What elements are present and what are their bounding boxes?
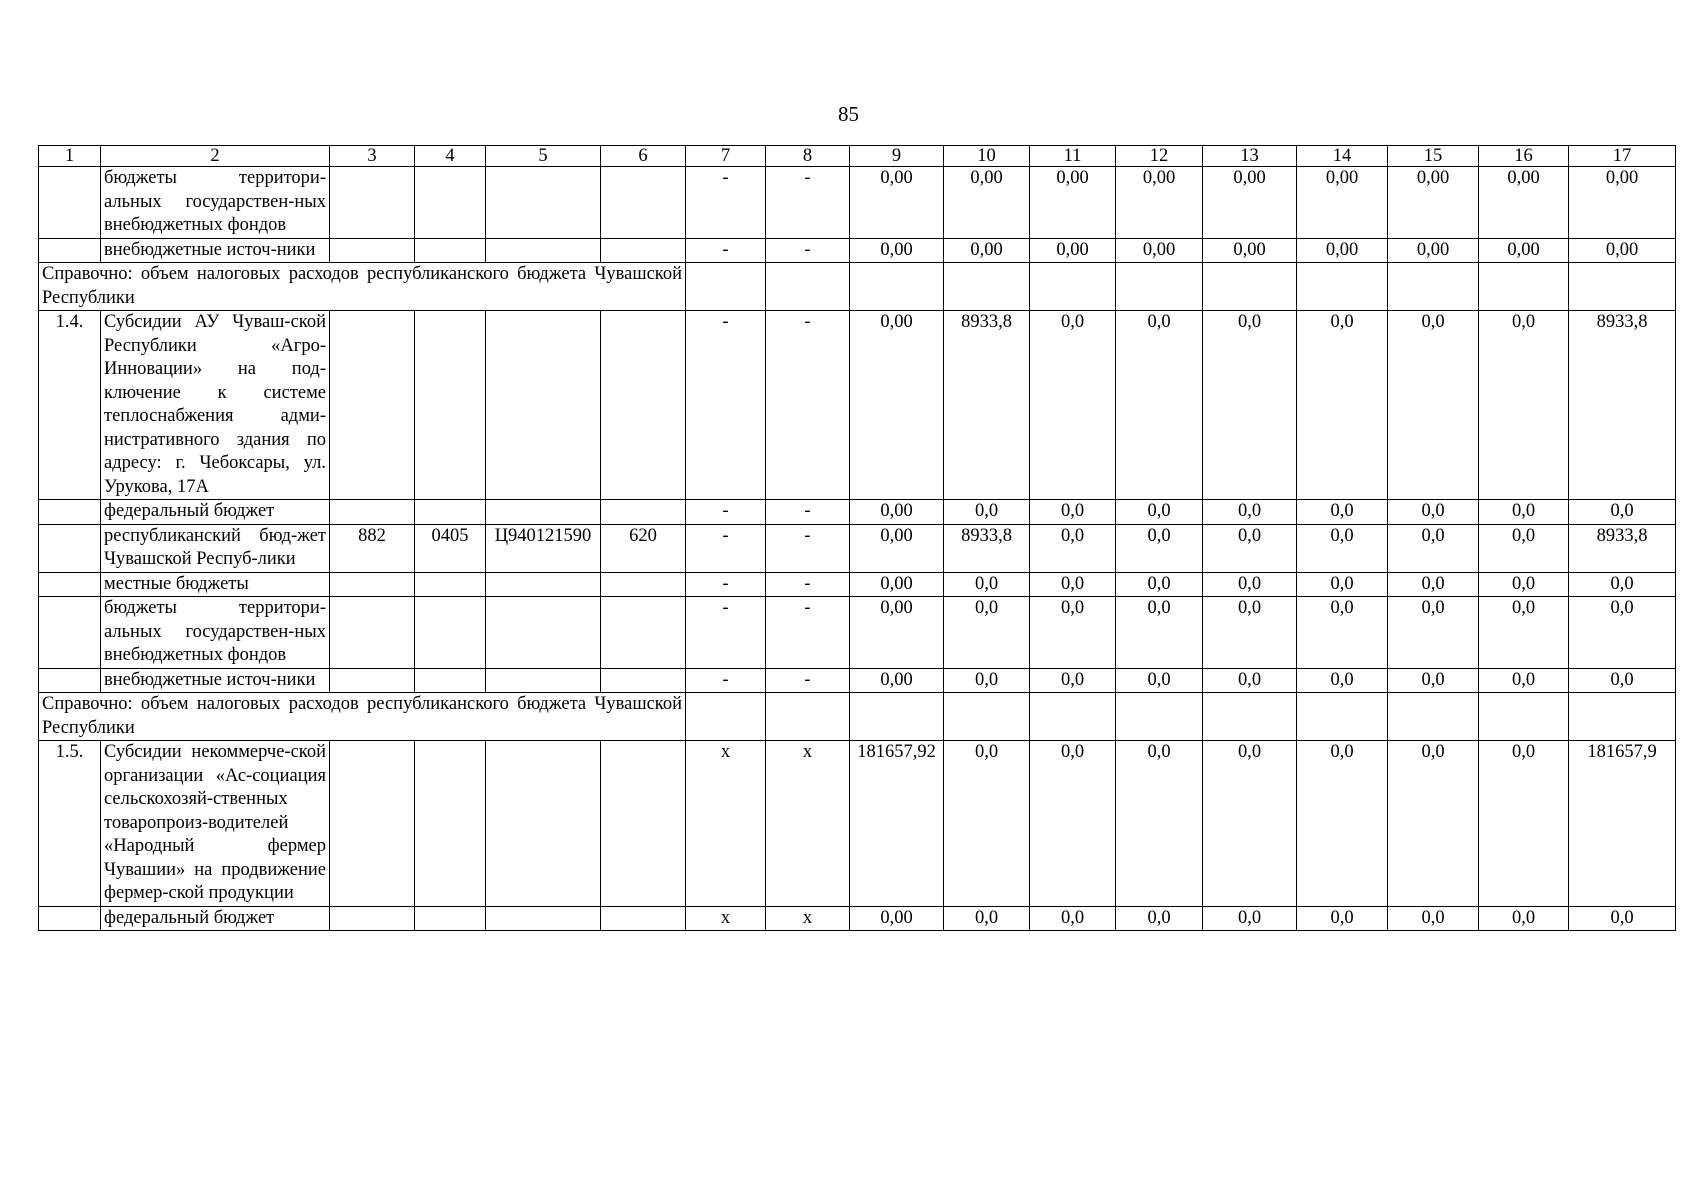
- year-amount: 0,00: [850, 668, 944, 693]
- year-amount: 0,00: [1388, 238, 1479, 263]
- year-amount: 0,0: [1569, 668, 1676, 693]
- column-8-value: x: [766, 906, 850, 931]
- item-number: 1.5.: [39, 741, 101, 907]
- year-amount: 0,0: [1569, 572, 1676, 597]
- year-amount: 0,0: [944, 741, 1030, 907]
- year-amount: 0,0: [1297, 597, 1388, 669]
- table-row: [39, 906, 1676, 931]
- table-row: [39, 500, 1676, 525]
- year-amount: 0,00: [850, 906, 944, 931]
- year-amount: 0,0: [1116, 500, 1203, 525]
- year-amount: 0,0: [944, 572, 1030, 597]
- column-8-value: -: [766, 238, 850, 263]
- year-amount: 0,0: [1030, 597, 1116, 669]
- reference-note-text: Справочно: объем налоговых расходов республиканского бюджета Чувашской Республики: [39, 263, 686, 311]
- section-code: [415, 668, 486, 693]
- year-amount: 0,0: [944, 597, 1030, 669]
- year-amount: 0,00: [1297, 238, 1388, 263]
- column-7-value: -: [686, 238, 766, 263]
- year-amount: 0,00: [944, 238, 1030, 263]
- year-amount: 0,0: [1388, 572, 1479, 597]
- empty-cell: [850, 263, 944, 311]
- item-description: республиканский бюд-жет Чувашской Респуб-лики: [101, 524, 330, 572]
- item-description: Субсидии АУ Чуваш-ской Республики «Агро-Инновации» на под-ключение к системе теплоснабжения адми-нистративного здания по адресу: г. Чебоксары, ул. Урукова, 17А: [101, 311, 330, 500]
- year-amount: 0,0: [1116, 572, 1203, 597]
- column-number-header: 6: [601, 146, 686, 167]
- reference-note-row: [39, 263, 1676, 311]
- item-number: [39, 500, 101, 525]
- admin-code: [330, 500, 415, 525]
- year-amount: 0,0: [1479, 668, 1569, 693]
- item-number: [39, 524, 101, 572]
- section-code: [415, 906, 486, 931]
- year-amount: 0,0: [1030, 500, 1116, 525]
- empty-cell: [1569, 693, 1676, 741]
- year-amount: 0,0: [1203, 572, 1297, 597]
- target-article-code: [486, 597, 601, 669]
- column-number-header: 12: [1116, 146, 1203, 167]
- target-article-code: [486, 668, 601, 693]
- year-amount: 0,0: [944, 906, 1030, 931]
- year-amount: 0,0: [1030, 311, 1116, 500]
- year-amount: 0,0: [1116, 597, 1203, 669]
- column-7-value: -: [686, 668, 766, 693]
- year-amount: 0,00: [1030, 238, 1116, 263]
- table-header-row: [39, 146, 1676, 167]
- year-amount: 0,0: [1203, 311, 1297, 500]
- year-amount: 0,0: [1479, 572, 1569, 597]
- target-article-code: [486, 238, 601, 263]
- year-amount: 0,00: [850, 500, 944, 525]
- table-body: [39, 146, 1676, 931]
- item-number: [39, 167, 101, 239]
- year-amount: 0,0: [1569, 906, 1676, 931]
- section-code: [415, 597, 486, 669]
- expense-type-code: [601, 167, 686, 239]
- year-amount: 0,0: [1388, 597, 1479, 669]
- year-amount: 0,0: [1479, 906, 1569, 931]
- year-amount: 0,0: [1297, 524, 1388, 572]
- item-description: федеральный бюджет: [101, 906, 330, 931]
- expense-type-code: [601, 311, 686, 500]
- column-8-value: -: [766, 572, 850, 597]
- year-amount: 0,0: [1116, 311, 1203, 500]
- item-description: внебюджетные источ-ники: [101, 668, 330, 693]
- item-description: федеральный бюджет: [101, 500, 330, 525]
- year-amount: 0,00: [850, 524, 944, 572]
- admin-code: [330, 741, 415, 907]
- column-8-value: -: [766, 668, 850, 693]
- year-amount: 0,0: [1203, 741, 1297, 907]
- year-amount: 0,0: [1116, 741, 1203, 907]
- column-number-header: 4: [415, 146, 486, 167]
- column-number-header: 1: [39, 146, 101, 167]
- year-amount: 0,0: [944, 500, 1030, 525]
- column-7-value: x: [686, 741, 766, 907]
- column-number-header: 13: [1203, 146, 1297, 167]
- year-amount: 0,0: [1297, 500, 1388, 525]
- item-number: [39, 238, 101, 263]
- year-amount: 0,0: [1030, 668, 1116, 693]
- empty-cell: [686, 693, 766, 741]
- year-amount: 0,0: [1203, 524, 1297, 572]
- year-amount: 0,0: [1479, 741, 1569, 907]
- year-amount: 0,0: [1479, 500, 1569, 525]
- column-number-header: 2: [101, 146, 330, 167]
- year-amount: 0,0: [1388, 906, 1479, 931]
- year-amount: 0,0: [1030, 524, 1116, 572]
- empty-cell: [1388, 693, 1479, 741]
- item-description: бюджеты территори-альных государствен-ных внебюджетных фондов: [101, 167, 330, 239]
- empty-cell: [850, 693, 944, 741]
- year-amount: 0,00: [1203, 238, 1297, 263]
- year-amount: 0,0: [1388, 500, 1479, 525]
- admin-code: [330, 167, 415, 239]
- year-amount: 0,00: [1116, 167, 1203, 239]
- empty-cell: [1030, 263, 1116, 311]
- column-8-value: -: [766, 500, 850, 525]
- year-amount: 8933,8: [944, 311, 1030, 500]
- item-description: Субсидии некоммерче-ской организации «Ас-социация сельскохозяй-ственных товаропроиз-водителей «Народный фермер Чувашии» на продвижение фермер-ской продукции: [101, 741, 330, 907]
- empty-cell: [1116, 263, 1203, 311]
- column-number-header: 14: [1297, 146, 1388, 167]
- column-7-value: -: [686, 167, 766, 239]
- year-amount: 0,00: [1030, 167, 1116, 239]
- page-number: 85: [838, 102, 859, 126]
- year-amount: 0,0: [1116, 668, 1203, 693]
- column-number-header: 16: [1479, 146, 1569, 167]
- table-row: [39, 524, 1676, 572]
- table-row: [39, 311, 1676, 500]
- column-number-header: 7: [686, 146, 766, 167]
- column-7-value: -: [686, 597, 766, 669]
- admin-code: [330, 311, 415, 500]
- target-article-code: [486, 167, 601, 239]
- budget-table: [38, 145, 1676, 931]
- column-number-header: 5: [486, 146, 601, 167]
- year-amount: 0,00: [850, 597, 944, 669]
- year-amount: 0,0: [1479, 524, 1569, 572]
- year-amount: 0,00: [850, 238, 944, 263]
- reference-note-row: [39, 693, 1676, 741]
- year-amount: 0,0: [1388, 524, 1479, 572]
- table-row: [39, 668, 1676, 693]
- column-number-header: 15: [1388, 146, 1479, 167]
- table-row: [39, 597, 1676, 669]
- admin-code: [330, 597, 415, 669]
- table-row: [39, 572, 1676, 597]
- column-7-value: -: [686, 500, 766, 525]
- year-amount: 0,0: [1297, 668, 1388, 693]
- year-amount: 0,0: [1203, 668, 1297, 693]
- target-article-code: [486, 572, 601, 597]
- expense-type-code: 620: [601, 524, 686, 572]
- item-number: [39, 906, 101, 931]
- empty-cell: [1116, 693, 1203, 741]
- year-amount: 0,0: [1203, 597, 1297, 669]
- expense-type-code: [601, 238, 686, 263]
- year-amount: 181657,92: [850, 741, 944, 907]
- year-amount: 0,00: [1203, 167, 1297, 239]
- year-amount: 0,0: [1569, 500, 1676, 525]
- admin-code: [330, 238, 415, 263]
- year-amount: 0,00: [1479, 167, 1569, 239]
- year-amount: 8933,8: [1569, 311, 1676, 500]
- target-article-code: [486, 311, 601, 500]
- section-code: [415, 311, 486, 500]
- year-amount: 8933,8: [1569, 524, 1676, 572]
- year-amount: 0,0: [1569, 597, 1676, 669]
- year-amount: 0,00: [1388, 167, 1479, 239]
- table-row: [39, 167, 1676, 239]
- year-amount: 0,00: [944, 167, 1030, 239]
- column-number-header: 10: [944, 146, 1030, 167]
- year-amount: 0,00: [1569, 238, 1676, 263]
- column-7-value: -: [686, 524, 766, 572]
- item-number: 1.4.: [39, 311, 101, 500]
- year-amount: 0,0: [1030, 741, 1116, 907]
- column-number-header: 8: [766, 146, 850, 167]
- admin-code: 882: [330, 524, 415, 572]
- item-number: [39, 668, 101, 693]
- empty-cell: [1030, 693, 1116, 741]
- empty-cell: [1297, 263, 1388, 311]
- expense-type-code: [601, 597, 686, 669]
- empty-cell: [1569, 263, 1676, 311]
- expense-type-code: [601, 668, 686, 693]
- year-amount: 0,00: [1297, 167, 1388, 239]
- admin-code: [330, 668, 415, 693]
- column-7-value: -: [686, 311, 766, 500]
- empty-cell: [686, 263, 766, 311]
- year-amount: 0,0: [1297, 906, 1388, 931]
- year-amount: 0,0: [1297, 311, 1388, 500]
- column-8-value: x: [766, 741, 850, 907]
- empty-cell: [1479, 263, 1569, 311]
- year-amount: 0,00: [1479, 238, 1569, 263]
- empty-cell: [1297, 693, 1388, 741]
- empty-cell: [766, 263, 850, 311]
- table-row: [39, 238, 1676, 263]
- year-amount: 0,00: [850, 572, 944, 597]
- year-amount: 0,0: [1203, 906, 1297, 931]
- year-amount: 0,0: [1479, 311, 1569, 500]
- year-amount: 8933,8: [944, 524, 1030, 572]
- column-8-value: -: [766, 311, 850, 500]
- target-article-code: [486, 741, 601, 907]
- column-number-header: 17: [1569, 146, 1676, 167]
- column-number-header: 11: [1030, 146, 1116, 167]
- item-description: местные бюджеты: [101, 572, 330, 597]
- table-row: [39, 741, 1676, 907]
- year-amount: 0,0: [1030, 906, 1116, 931]
- year-amount: 0,00: [850, 311, 944, 500]
- expense-type-code: [601, 906, 686, 931]
- target-article-code: Ц940121590: [486, 524, 601, 572]
- empty-cell: [1203, 693, 1297, 741]
- year-amount: 0,0: [1203, 500, 1297, 525]
- section-code: [415, 167, 486, 239]
- column-number-header: 9: [850, 146, 944, 167]
- reference-note-text: Справочно: объем налоговых расходов республиканского бюджета Чувашской Республики: [39, 693, 686, 741]
- item-number: [39, 572, 101, 597]
- empty-cell: [1388, 263, 1479, 311]
- item-number: [39, 597, 101, 669]
- target-article-code: [486, 500, 601, 525]
- column-7-value: -: [686, 572, 766, 597]
- expense-type-code: [601, 741, 686, 907]
- column-8-value: -: [766, 167, 850, 239]
- year-amount: 0,00: [850, 167, 944, 239]
- empty-cell: [944, 693, 1030, 741]
- year-amount: 0,0: [1479, 597, 1569, 669]
- column-7-value: x: [686, 906, 766, 931]
- year-amount: 0,0: [1116, 524, 1203, 572]
- empty-cell: [1479, 693, 1569, 741]
- column-8-value: -: [766, 597, 850, 669]
- empty-cell: [1203, 263, 1297, 311]
- target-article-code: [486, 906, 601, 931]
- expense-type-code: [601, 572, 686, 597]
- empty-cell: [766, 693, 850, 741]
- section-code: [415, 741, 486, 907]
- year-amount: 0,0: [1297, 741, 1388, 907]
- empty-cell: [944, 263, 1030, 311]
- item-description: бюджеты территори-альных государствен-ных внебюджетных фондов: [101, 597, 330, 669]
- admin-code: [330, 572, 415, 597]
- section-code: [415, 238, 486, 263]
- year-amount: 0,0: [1388, 741, 1479, 907]
- year-amount: 0,00: [1569, 167, 1676, 239]
- year-amount: 0,0: [1388, 311, 1479, 500]
- section-code: [415, 572, 486, 597]
- section-code: 0405: [415, 524, 486, 572]
- year-amount: 0,0: [1297, 572, 1388, 597]
- year-amount: 0,0: [944, 668, 1030, 693]
- year-amount: 0,0: [1030, 572, 1116, 597]
- admin-code: [330, 906, 415, 931]
- year-amount: 0,00: [1116, 238, 1203, 263]
- expense-type-code: [601, 500, 686, 525]
- item-description: внебюджетные источ-ники: [101, 238, 330, 263]
- column-8-value: -: [766, 524, 850, 572]
- section-code: [415, 500, 486, 525]
- column-number-header: 3: [330, 146, 415, 167]
- year-amount: 181657,9: [1569, 741, 1676, 907]
- year-amount: 0,0: [1388, 668, 1479, 693]
- year-amount: 0,0: [1116, 906, 1203, 931]
